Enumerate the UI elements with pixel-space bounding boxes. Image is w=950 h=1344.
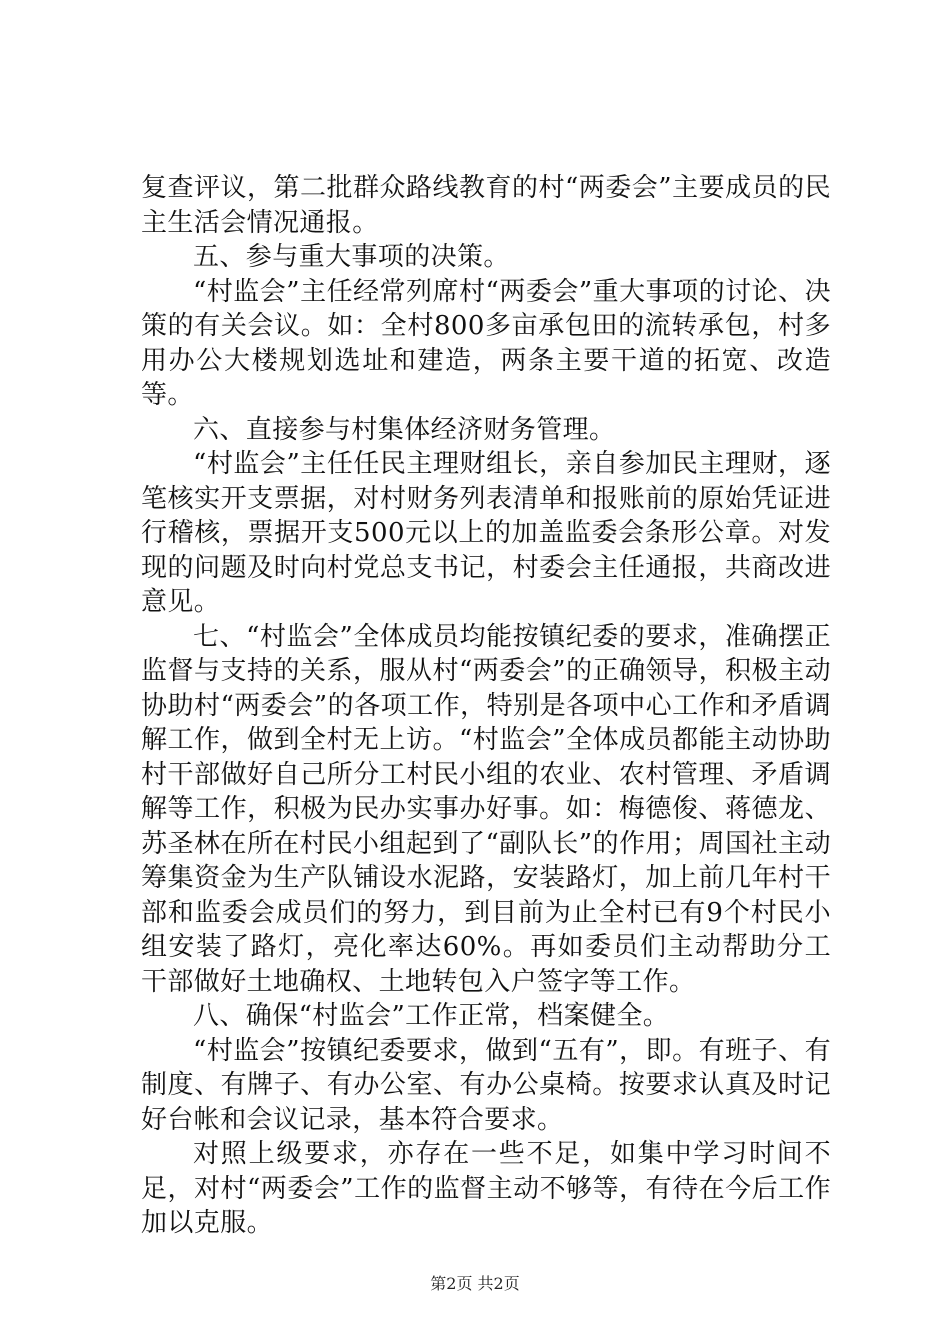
paragraph-4-heading: 六、直接参与村集体经济财务管理。 [193,414,616,445]
document-body [141,171,831,1241]
paragraph-6: 七、“村监会”全体成员均能按镇纪委的要求，准确摆正监督与支持的关系，服从村“两委会”的正确领导，积极主动协助村“两委会”的各项工作，特别是各项中心工作和矛盾调解工作，做到全村无上访。“村监会”全体成员都能主动协助村干部做好自己所分工村民小组的农业、农村管理、矛盾调解等工作，积极为民办实事办好事。如：梅德俊、蒋德龙、苏圣林在所在村民小组起到了“副队长”的作用；周国社主动筹集资金为生产队铺设水泥路，安装路灯，加上前几年村干部和监委会成员们的努力，到目前为止全村已有9个村民小组安装了路灯，亮化率达60%。再如委员们主动帮助分工干部做好土地确权、土地转包入户签字等工作。 [141,621,831,997]
paragraph-2-heading: 五、参与重大事项的决策。 [193,242,510,272]
paragraph-7-heading: 八、确保“村监会”工作正常，档案健全。 [193,1001,670,1031]
page-number-label: 第2页 共2页 [430,1274,520,1293]
paragraph-5: “村监会”主任任民主理财组长，亲自参加民主理财，逐笔核实开支票据，对村财务列表清单和报账前的原始凭证进行稽核，票据开支500元以上的加盖监委会条形公章。对发现的问题及时向村党总支书记，村委会主任通报，共商改进意见。 [141,449,831,617]
paragraph-9: 对照上级要求，亦存在一些不足，如集中学习时间不足，对村“两委会”工作的监督主动不够等，有待在今后工作加以克服。 [141,1139,831,1238]
page-footer [0,1274,950,1294]
paragraph-3: “村监会”主任经常列席村“两委会”重大事项的讨论、决策的有关会议。如：全村800多亩承包田的流转承包，村多用办公大楼规划选址和建造，两条主要干道的拓宽、改造等。 [141,276,831,410]
paragraph-1: 复查评议，第二批群众路线教育的村“两委会”主要成员的民主生活会情况通报。 [141,173,831,238]
paragraph-8: “村监会”按镇纪委要求，做到“五有”，即。有班子、有制度、有牌子、有办公室、有办公桌椅。按要求认真及时记好台帐和会议记录，基本符合要求。 [141,1035,831,1135]
